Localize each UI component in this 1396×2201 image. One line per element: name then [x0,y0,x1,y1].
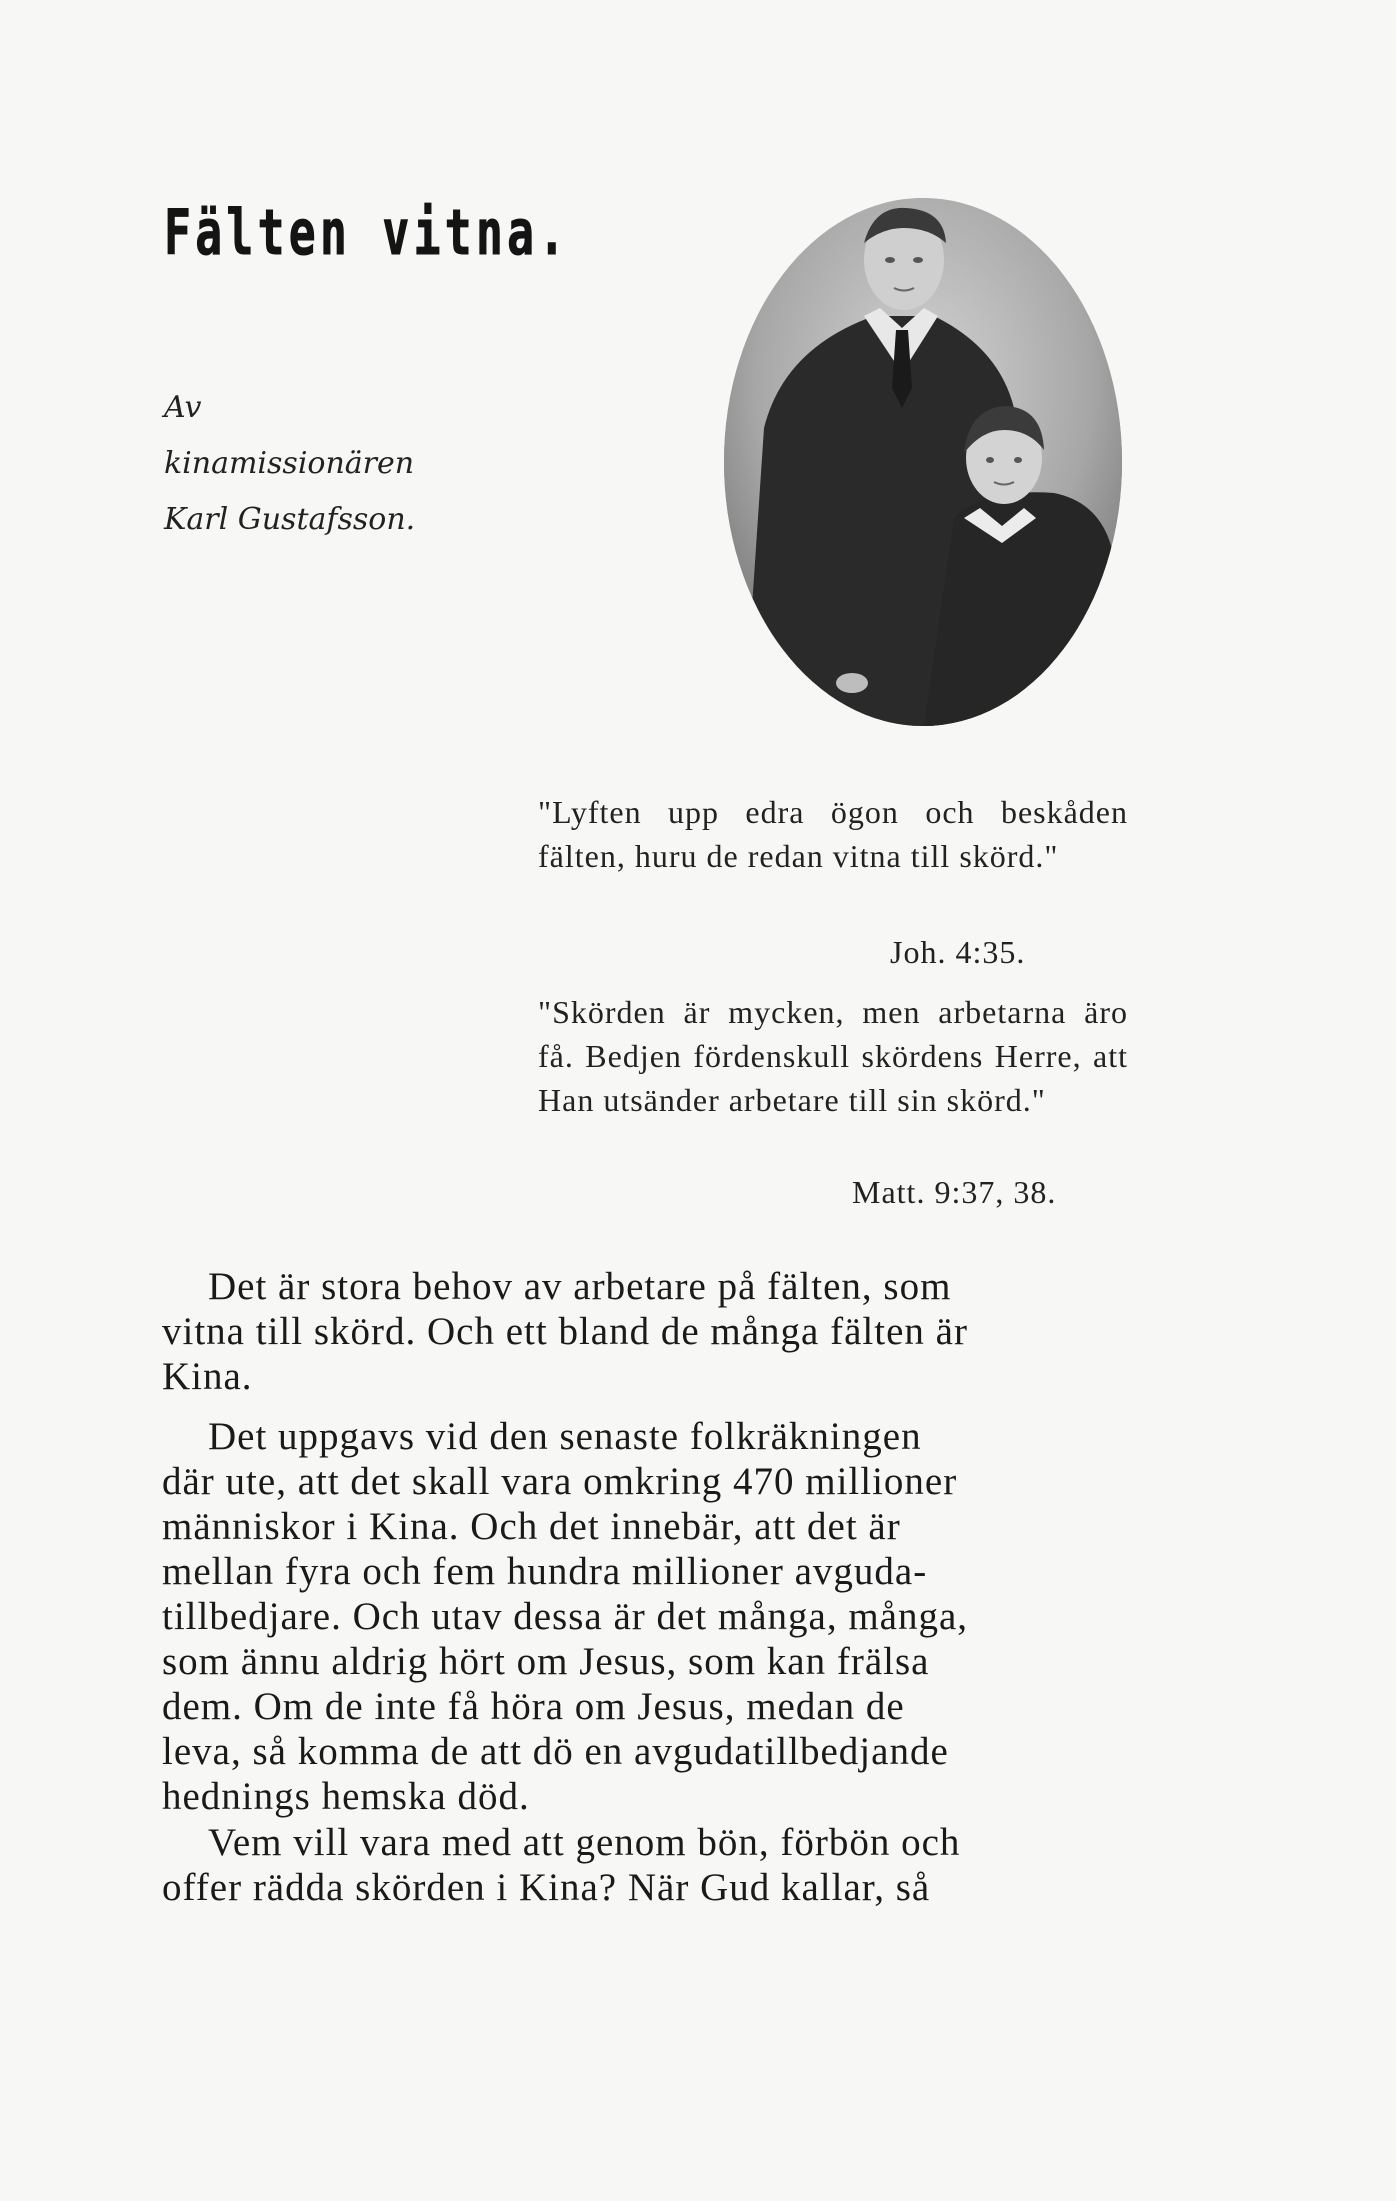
paragraph-line: leva, så komma de att dö en avgudatillbedjande [162,1730,949,1773]
portrait-photo-icon [724,198,1122,726]
paragraph-line: hednings hemska död. [162,1775,530,1818]
paragraph-line: Det uppgavs vid den senaste folkräkningen [208,1415,922,1458]
paragraph-line: där ute, att det skall vara omkring 470 millioner [162,1460,958,1503]
author-line-name: Karl Gustafsson. [164,502,416,537]
scripture-quote-1: "Lyften upp edra ögon och beskåden fälten, huru de redan vitna till skörd." [538,794,1128,874]
author-line-prefix: Av [164,390,202,425]
paragraph-line: Vem vill vara med att genom bön, förbön och [208,1821,961,1864]
page-title: Fälten vitna. [164,196,570,269]
author-byline [164,380,415,548]
body-paragraph-3 [162,1820,1122,1910]
paragraph-line: människor i Kina. Och det innebär, att det är [162,1505,901,1548]
paragraph-line: tillbedjare. Och utav dessa är det många, många, [162,1595,969,1638]
paragraph-line: som ännu aldrig hört om Jesus, som kan frälsa [162,1640,930,1683]
body-paragraph-1 [162,1264,1122,1399]
scripture-reference-1: Joh. 4:35. [890,934,1026,970]
scripture-reference-2: Matt. 9:37, 38. [852,1174,1057,1210]
scripture-quote-2: "Skörden är mycken, men arbetarna äro få. Bedjen fördenskull skördens Herre, att Han utsänder arbetare till sin skörd." [538,994,1128,1118]
author-line-role: kinamissionären [164,446,415,481]
paragraph-line: vitna till skörd. Och ett bland de många fälten är [162,1310,968,1353]
paragraph-line: Kina. [162,1355,253,1398]
paragraph-line: Det är stora behov av arbetare på fälten, som [208,1265,952,1308]
paragraph-line: dem. Om de inte få höra om Jesus, medan de [162,1685,905,1728]
body-paragraph-2 [162,1414,1122,1819]
portrait-photo [724,198,1122,726]
paragraph-line: mellan fyra och fem hundra millioner avguda- [162,1550,928,1593]
paragraph-line: offer rädda skörden i Kina? När Gud kallar, så [162,1866,931,1909]
